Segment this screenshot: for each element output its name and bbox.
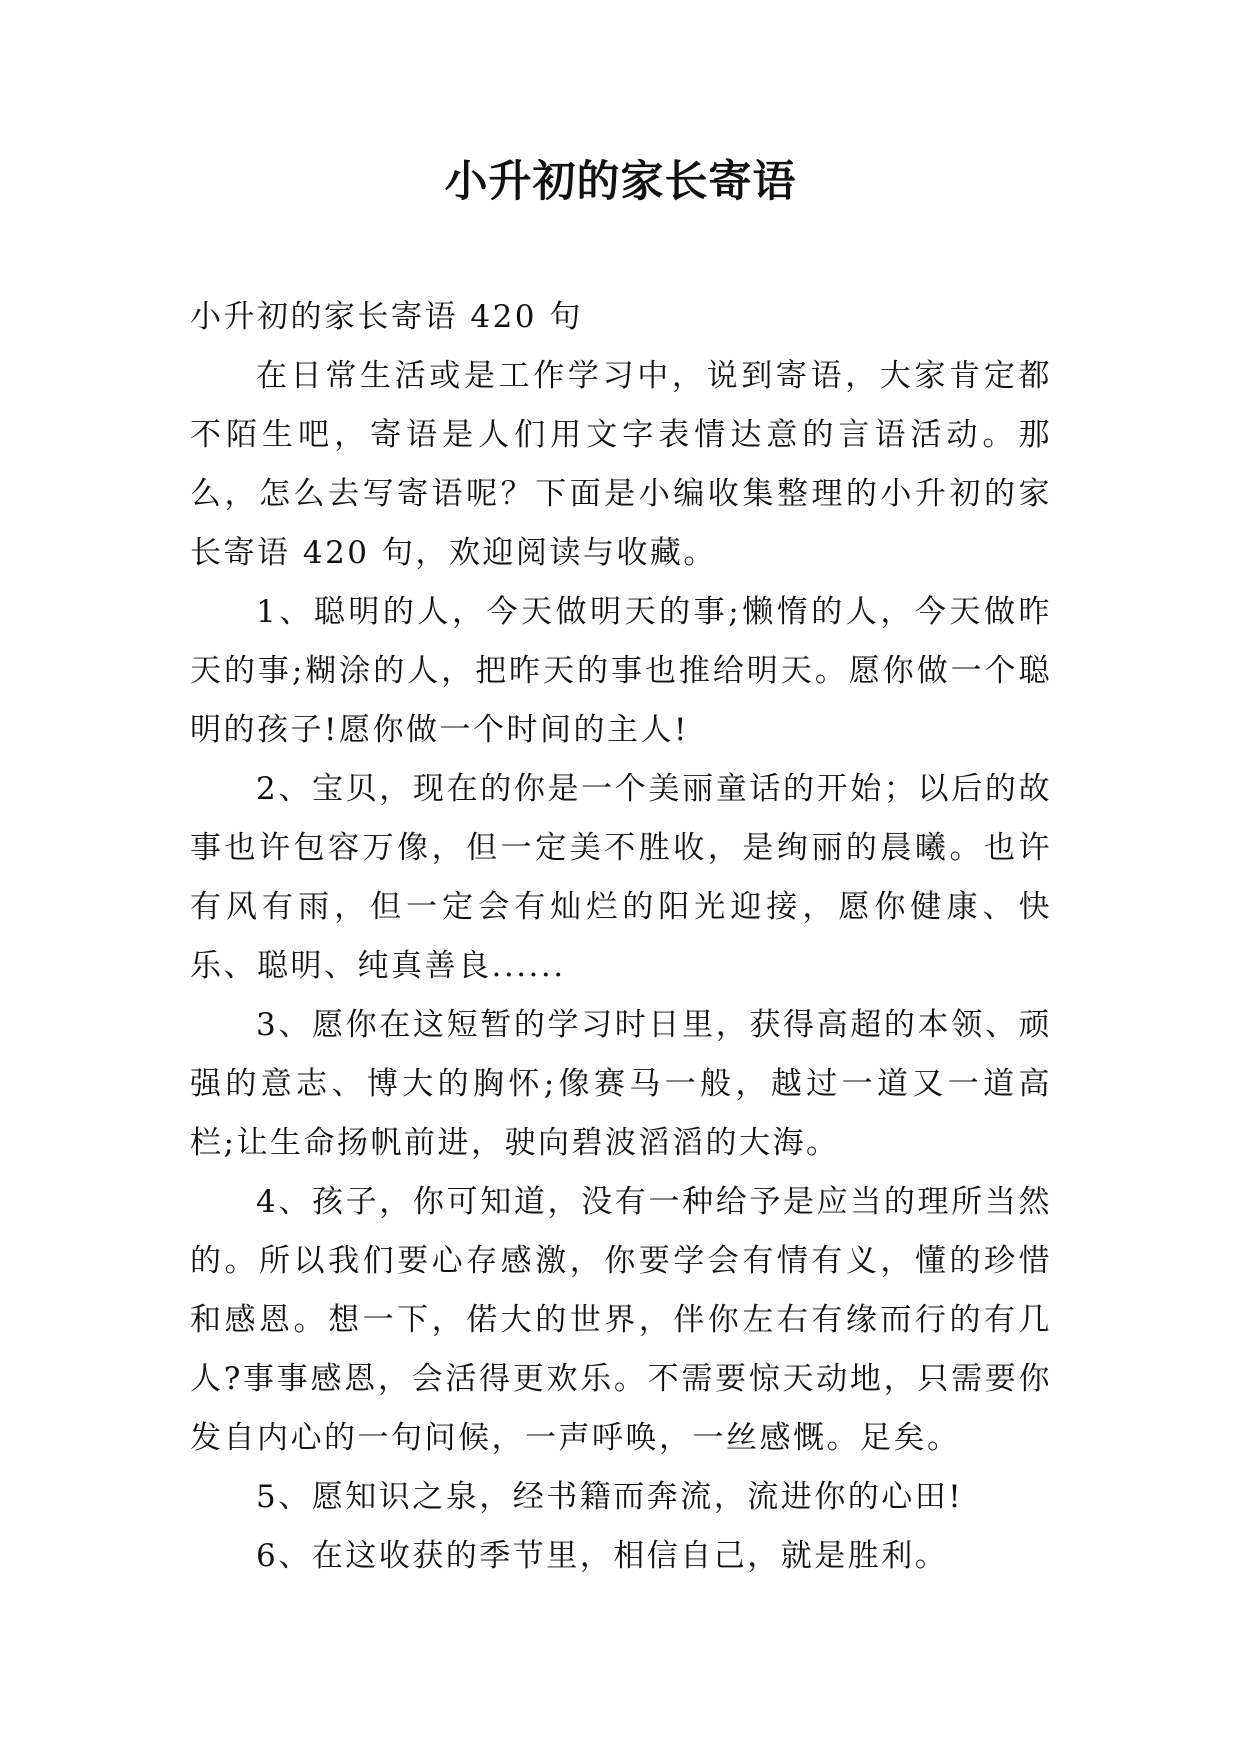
message-paragraph-2: 2、宝贝，现在的你是一个美丽童话的开始；以后的故事也许包容万像，但一定美不胜收，是绚丽的晨曦。也许有风有雨，但一定会有灿烂的阳光迎接，愿你健康、快乐、聪明、纯真善良...... <box>190 771 1052 984</box>
message-paragraph-3: 3、愿你在这短暂的学习时日里，获得高超的本领、顽强的意志、博大的胸怀;像赛马一般，越过一道又一道高栏;让生命扬帆前进，驶向碧波滔滔的大海。 <box>190 1007 1052 1161</box>
message-paragraph-5: 5、愿知识之泉，经书籍而奔流，流进你的心田! <box>256 1479 964 1515</box>
message-paragraph-4: 4、孩子，你可知道，没有一种给予是应当的理所当然的。所以我们要心存感激，你要学会有情有义，懂的珍惜和感恩。想一下，偌大的世界，伴你左右有缘而行的有几人?事事感恩，会活得更欢乐。不需要惊天动地，只需要你发自内心的一句问候，一声呼唤，一丝感慨。足矣。 <box>190 1184 1052 1456</box>
document-title: 小升初的家长寄语 <box>444 157 797 207</box>
document-subtitle: 小升初的家长寄语 420 句 <box>190 299 583 335</box>
intro-paragraph: 在日常生活或是工作学习中，说到寄语，大家肯定都不陌生吧，寄语是人们用文字表情达意的言语活动。那么，怎么去写寄语呢？下面是小编收集整理的小升初的家长寄语 420 句，欢迎阅读与收藏。 <box>190 358 1052 571</box>
message-paragraph-6: 6、在这收获的季节里，相信自己，就是胜利。 <box>256 1538 949 1574</box>
document-body <box>190 288 1052 1586</box>
message-paragraph-1: 1、聪明的人，今天做明天的事;懒惰的人，今天做昨天的事;糊涂的人，把昨天的事也推给明天。愿你做一个聪明的孩子!愿你做一个时间的主人! <box>190 594 1052 748</box>
